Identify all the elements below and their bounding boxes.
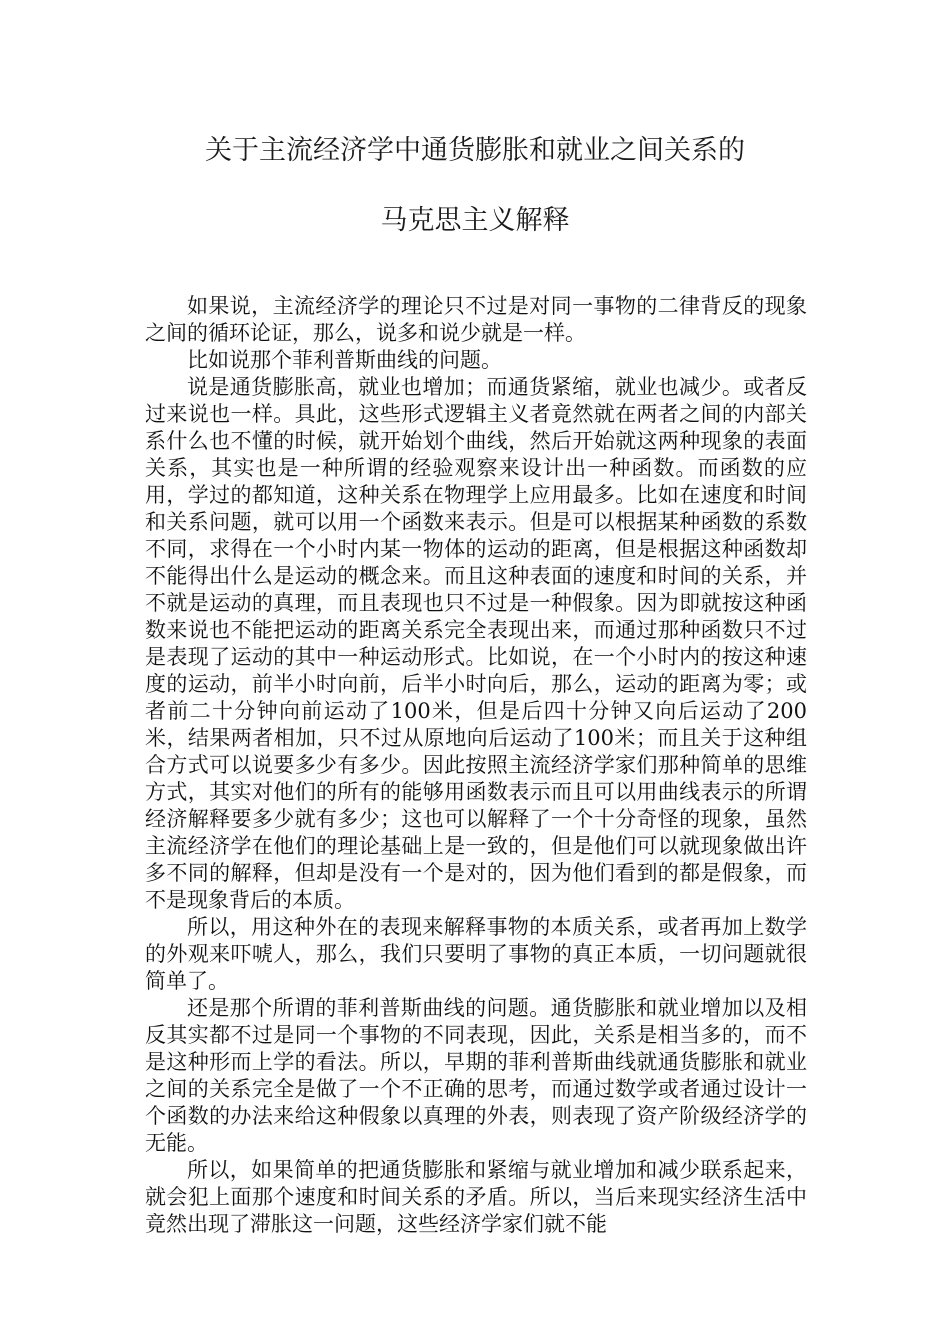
body-paragraph-5: 还是那个所谓的菲利普斯曲线的问题。通货膨胀和就业增加以及相反其实都不过是同一个事物的不同表现，因此，关系是相当多的，而不是这种形而上学的看法。所以，早期的菲利普斯曲线就通货膨胀和就业之间的关系完全是做了一个不正确的思考，而通过数学或者通过设计一个函数的办法来给这种假象以真理的外表，则表现了资产阶级经济学的无能。 bbox=[145, 996, 807, 1155]
body-paragraph-6: 所以，如果简单的把通货膨胀和紧缩与就业增加和减少联系起来，就会犯上面那个速度和时间关系的矛盾。所以，当后来现实经济生活中竟然出现了滞胀这一问题，这些经济学家们就不能 bbox=[145, 1158, 807, 1236]
body-paragraph-2: 比如说那个菲利普斯曲线的问题。 bbox=[187, 348, 502, 372]
document-title-line-2: 马克思主义解释 bbox=[380, 205, 570, 236]
document-title-line-1: 关于主流经济学中通货膨胀和就业之间关系的 bbox=[205, 135, 745, 166]
body-paragraph-1: 如果说，主流经济学的理论只不过是对同一事物的二律背反的现象之间的循环论证，那么，说多和说少就是一样。 bbox=[145, 294, 807, 345]
body-paragraph-3: 说是通货膨胀高，就业也增加；而通货紧缩，就业也减少。或者反过来说也一样。具此，这些形式逻辑主义者竟然就在两者之间的内部关系什么也不懂的时候，就开始划个曲线，然后开始就这两种现象的表面关系，其实也是一种所谓的经验观察来设计出一种函数。而函数的应用，学过的都知道，这种关系在物理学上应用最多。比如在速度和时间和关系问题，就可以用一个函数来表示。但是可以根据某种函数的系数不同，求得在一个小时内某一物体的运动的距离，但是根据这种函数却不能得出什么是运动的概念来。而且这种表面的速度和时间的关系，并不就是运动的真理，而且表现也只不过是一种假象。因为即就按这种函数来说也不能把运动的距离关系完全表现出来，而通过那种函数只不过是表现了运动的其中一种运动形式。比如说，在一个小时内的按这种速度的运动，前半小时向前，后半小时向后，那么，运动的距离为零；或者前二十分钟向前运动了100米，但是后四十分钟又向后运动了200米，结果两者相加，只不过从原地向后运动了100米；而且关于这种组合方式可以说要多少有多少。因此按照主流经济学家们那种简单的思维方式，其实对他们的所有的能够用函数表示而且可以用曲线表示的所谓经济解释要多少就有多少；这也可以解释了一个十分奇怪的现象，虽然主流经济学在他们的理论基础上是一致的，但是他们可以就现象做出许多不同的解释，但却是没有一个是对的，因为他们看到的都是假象，而不是现象背后的本质。 bbox=[145, 375, 807, 912]
document-body bbox=[145, 293, 807, 1238]
body-paragraph-4: 所以，用这种外在的表现来解释事物的本质关系，或者再加上数学的外观来吓唬人，那么，我们只要明了事物的真正本质，一切问题就很简单了。 bbox=[145, 915, 807, 993]
